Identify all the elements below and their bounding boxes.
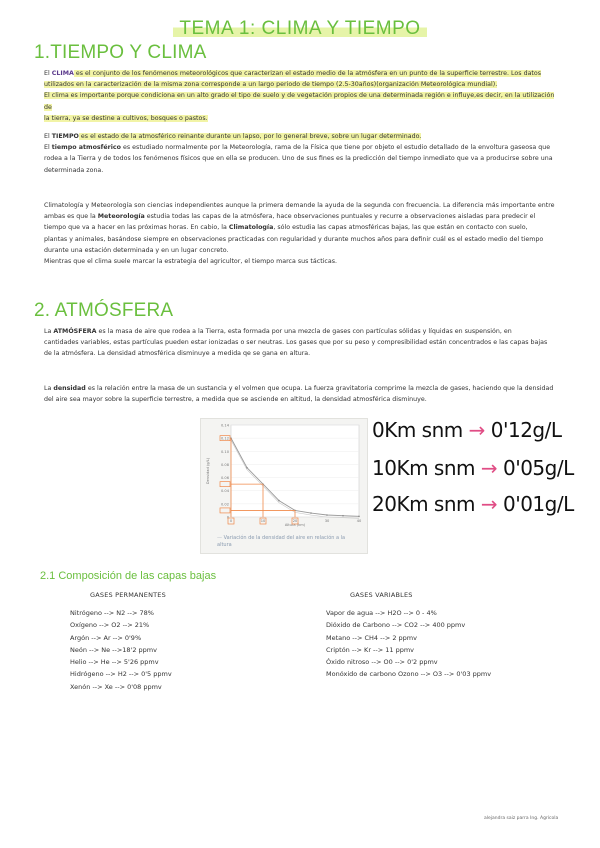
paragraph-climatologia-meteorologia: Climatología y Meteorología son ciencias independientes aunque la primera demande la ayuda de la segunda con frecuencia. La diferencia más importante entre ambas es que la Meteorología estudia todas las capas de la atmósfera, hace observaciones puntuales y recurre a observaciones aisladas para predecir el tiempo que va a hacer en las próximas horas. En cabio, la Climatología, sólo estudia las capas atmosféricas bajas, las que están en contacto con suelo, plantas y animales, basándose siempre en observaciones practicadas con regularidad y durante muchos años para definir cuál es el estado medio del tiempo durante una estación determinada y en un lugar concreto. Mientras que el clima suele marcar la estrategia del agricultor, el tiempo marca sus tácticas.	[44, 202, 555, 266]
y-tick-label: 0.04	[220, 489, 229, 494]
page-title: TEMA 1: CLIMA Y TIEMPO	[0, 18, 600, 40]
list-item: Dióxido de Carbono --> CO2 --> 400 ppmv	[326, 621, 466, 630]
list-item: Oxígeno --> O2 --> 21%	[70, 621, 150, 630]
list-item: Criptón --> Kr --> 11 ppmv	[326, 645, 415, 654]
paragraph-tiempo: El TIEMPO es el estado de la atmosférico reinante durante un lapso, por lo general breve, sobre un lugar determinado. El tiempo atmosférico es estudiado normalmente por la Meteorología, rama de la Física que tiene por objeto el estudio detallado de la envoltura gaseosa que rodea a la Tierra y de todos los fenómenos físicos que en ella se producen. Uno de sus fines es la predicción del tiempo inmediato que va a producirse sobre una determinada zona.	[44, 133, 553, 174]
list-item: Hidrógeno --> H2 --> 0'5 ppmv	[70, 670, 172, 679]
x-tick-label: 40	[356, 519, 362, 523]
x-tick-label: 0	[229, 519, 233, 523]
y-axis-label: Densidad (g/L)	[206, 457, 210, 485]
list-item: Argón --> Ar --> 0'9%	[70, 633, 142, 642]
list-item: Helio --> He --> 5'26 ppmv	[70, 658, 159, 667]
list-item: Óxido nitroso --> O0 --> 0'2 ppmv	[326, 658, 438, 667]
variable-gases-heading: GASES VARIABLES	[350, 591, 413, 599]
list-item: Nitrógeno --> N2 --> 78%	[70, 609, 154, 617]
annotation-box-y	[220, 482, 230, 487]
annotation-box-y	[220, 508, 230, 513]
density-point	[342, 515, 344, 517]
list-item: Neón --> Ne -->18'2 ppmv	[70, 645, 157, 654]
density-point	[246, 467, 248, 469]
handwritten-note-20km: 20Km snm → 0'01g/L	[372, 492, 574, 516]
y-tick-label: 0.08	[220, 462, 229, 467]
handwritten-note-0km: 0Km snm → 0'12g/L	[372, 418, 562, 442]
density-point	[278, 500, 280, 502]
footer-author: alejandra saiz parra Ing. Agrícola	[484, 816, 559, 821]
density-point	[326, 514, 328, 516]
y-tick-label: 0.14	[220, 423, 229, 428]
density-point	[310, 512, 312, 514]
x-axis-label: Altura (km)	[284, 523, 306, 527]
density-chart-svg	[201, 419, 367, 527]
density-point	[358, 516, 360, 518]
y-tick-label: 0.06	[220, 476, 229, 481]
density-chart	[200, 418, 368, 554]
section-heading-tiempo-y-clima: 1.TIEMPO Y CLIMA	[34, 42, 207, 63]
list-item: Metano --> CH4 --> 2 ppmv	[326, 633, 417, 642]
handwritten-note-10km: 10Km snm → 0'05g/L	[372, 456, 574, 480]
permanent-gases-list	[70, 607, 172, 693]
paragraph-atmosfera: La ATMÓSFERA es la masa de aire que rodea a la Tierra, esta formada por una mezcla de gases con partículas sólidas y líquidas en suspensión, en cantidades variables, estas partículas pueden estar ionizadas o ser neutras. Los gases que por su peso y compresibilidad están concentrados e las capas bajas de la atmósfera. La densidad atmosférica disminuye a medida qe se gana en altura.	[44, 328, 548, 358]
list-item: Xenón --> Xe --> 0'08 ppmv	[70, 682, 162, 691]
paragraph-clima: El CLIMA es el conjunto de los fenómenos meteorológicos que caracterizan el estado medio de la atmósfera en un punto de la superficie terrestre. Los datos utilizados en la caracterización de la misma zona corresponde a un largo periodo de tiempo (2.5-30años)(organización Meteorológica mundial). El clima es importante porque condiciona en un alto grado el tipo de suelo y de vegetación propios de una determinada región e influye,es decir, en la utilización de la tierra, ya se destine a cultivos, bosques o pastos.	[44, 70, 555, 122]
chart-caption: — Variación de la densidad del aire en relación a la altura	[217, 535, 346, 548]
x-tick-label: 20	[292, 519, 298, 523]
y-tick-label: 0.02	[220, 502, 229, 507]
section-heading-composicion: 2.1 Composición de las capas bajas	[40, 570, 217, 582]
paragraph-densidad: La densidad es la relación entre la masa de un sustancia y el volmen que ocupa. La fuerza gravitatoria comprime la mezcla de gases, haciendo que la densidad del aire sea mayor sobre la superficie terrestre, a medida que se asciende en altitud, la densidad atmosférica disminuye.	[44, 385, 554, 404]
y-tick-label: 0.10	[220, 449, 229, 454]
x-tick-label: 30	[324, 519, 330, 523]
list-item: Monóxido de carbono Ozono --> O3 --> 0'03 ppmv	[326, 670, 492, 679]
list-item: Vapor de agua --> H2O --> 0 - 4%	[326, 609, 437, 617]
y-tick-label: 0.12	[220, 436, 229, 441]
y-tick-label: 0	[226, 515, 229, 520]
section-heading-atmosfera: 2. ATMÓSFERA	[34, 300, 174, 321]
x-tick-label: 10	[260, 519, 266, 523]
permanent-gases-heading: GASES PERMANENTES	[90, 591, 166, 599]
variable-gases-list	[326, 607, 491, 681]
